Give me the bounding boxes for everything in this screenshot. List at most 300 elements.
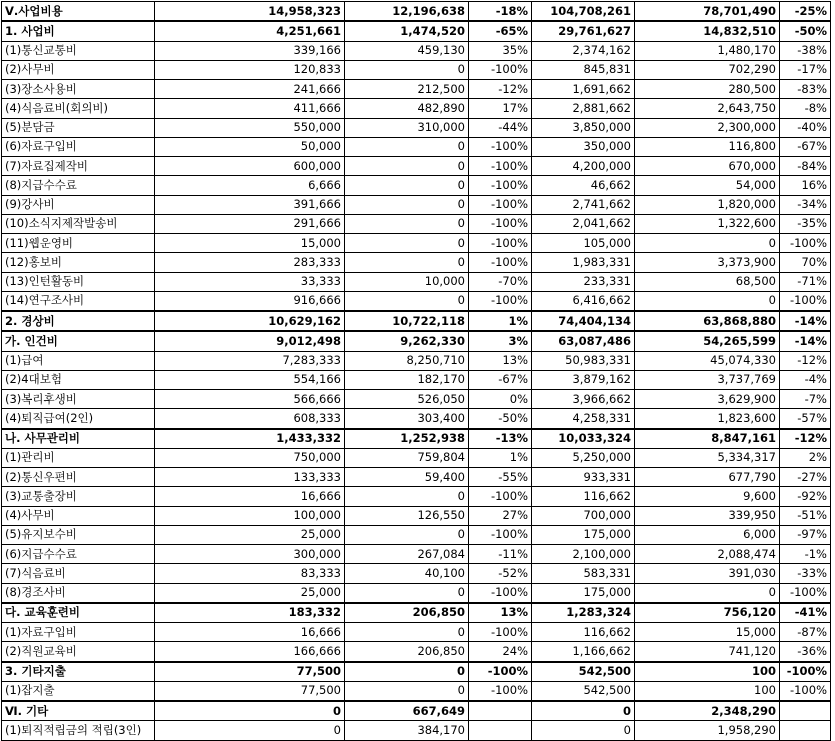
value-cell[interactable]: 2,100,000 [532,545,635,564]
value-cell[interactable]: -18% [469,2,532,22]
value-cell[interactable] [469,721,532,740]
value-cell[interactable]: 70% [780,253,831,272]
value-cell[interactable]: 3,879,162 [532,370,635,389]
value-cell[interactable]: 0 [345,253,469,272]
value-cell[interactable]: 9,012,498 [155,331,345,351]
table-row [2,623,831,642]
value-cell[interactable]: -100% [780,291,831,311]
value-cell[interactable]: 16,666 [155,487,345,506]
row-label-cell[interactable]: (13)인턴활동비 [2,272,155,291]
value-cell[interactable]: 411,666 [155,99,345,118]
row-label-cell[interactable]: (1)퇴직적립금의 적립(3인) [2,721,155,740]
value-cell[interactable]: 280,500 [635,80,780,99]
table-row [2,176,831,195]
value-cell[interactable]: 6,666 [155,176,345,195]
value-cell[interactable]: 0 [155,701,345,721]
table-row [2,390,831,409]
value-cell[interactable]: -100% [780,583,831,603]
table-row [2,583,831,603]
value-cell[interactable]: 4,258,331 [532,409,635,429]
value-cell[interactable]: 670,000 [635,157,780,176]
value-cell[interactable]: 1,474,520 [345,21,469,41]
value-cell[interactable]: -87% [780,623,831,642]
value-cell[interactable]: 916,666 [155,291,345,311]
value-cell[interactable]: -97% [780,525,831,544]
value-cell[interactable]: -50% [780,21,831,41]
value-cell[interactable]: -100% [469,681,532,701]
value-cell[interactable]: 1,252,938 [345,429,469,449]
row-label-cell[interactable]: (2)사무비 [2,60,155,79]
value-cell[interactable]: 310,000 [345,118,469,137]
value-cell[interactable]: 14,958,323 [155,2,345,22]
value-cell[interactable]: 77,500 [155,662,345,682]
value-cell[interactable]: 120,833 [155,60,345,79]
value-cell[interactable]: 667,649 [345,701,469,721]
value-cell[interactable]: 0 [345,525,469,544]
value-cell[interactable]: 542,500 [532,681,635,701]
value-cell[interactable]: -4% [780,370,831,389]
value-cell[interactable]: -14% [780,311,831,331]
value-cell[interactable]: -44% [469,118,532,137]
value-cell[interactable]: 339,166 [155,41,345,60]
row-label-cell[interactable]: (6)지급수수료 [2,545,155,564]
table-row [2,545,831,564]
value-cell[interactable]: 350,000 [532,137,635,156]
row-label-cell[interactable]: (2)4대보험 [2,370,155,389]
table-row [2,80,831,99]
row-label-cell[interactable]: 3. 기타지출 [2,662,155,682]
value-cell[interactable]: 1% [469,311,532,331]
value-cell[interactable]: 0 [532,701,635,721]
value-cell[interactable]: 0 [345,662,469,682]
value-cell[interactable]: 9,600 [635,487,780,506]
value-cell[interactable]: 1,823,600 [635,409,780,429]
value-cell[interactable]: -40% [780,118,831,137]
value-cell[interactable]: 8,847,161 [635,429,780,449]
table-row [2,487,831,506]
value-cell[interactable]: 74,404,134 [532,311,635,331]
row-label-cell[interactable]: (1)통신교통비 [2,41,155,60]
value-cell[interactable]: 33,333 [155,272,345,291]
value-cell[interactable]: 1,433,332 [155,429,345,449]
value-cell[interactable]: 16% [780,176,831,195]
value-cell[interactable]: 78,701,490 [635,2,780,22]
table-row [2,195,831,214]
value-cell[interactable]: -12% [469,80,532,99]
row-label-cell[interactable]: (5)유지보수비 [2,525,155,544]
value-cell[interactable]: 1,166,662 [532,642,635,662]
value-cell[interactable]: 0 [345,214,469,233]
value-cell[interactable]: 63,087,486 [532,331,635,351]
row-label-cell[interactable]: 가. 인건비 [2,331,155,351]
value-cell[interactable]: 300,000 [155,545,345,564]
value-cell[interactable]: -100% [780,681,831,701]
value-cell[interactable]: 10,000 [345,272,469,291]
value-cell[interactable] [780,701,831,721]
row-label-cell[interactable]: (5)분담금 [2,118,155,137]
value-cell[interactable]: 339,950 [635,506,780,525]
value-cell[interactable]: 16,666 [155,623,345,642]
value-cell[interactable]: -65% [469,21,532,41]
value-cell[interactable]: -8% [780,99,831,118]
row-label-cell[interactable]: (4)퇴직급여(2인) [2,409,155,429]
value-cell[interactable]: -38% [780,41,831,60]
value-cell[interactable]: 1,480,170 [635,41,780,60]
value-cell[interactable]: -100% [469,214,532,233]
value-cell[interactable]: -51% [780,506,831,525]
value-cell[interactable]: 2,300,000 [635,118,780,137]
value-cell[interactable]: 391,666 [155,195,345,214]
budget-table [1,1,831,741]
value-cell[interactable]: 0% [469,390,532,409]
value-cell[interactable]: 2,643,750 [635,99,780,118]
row-label-cell[interactable]: Ⅴ.사업비용 [2,2,155,22]
value-cell[interactable]: -100% [780,662,831,682]
value-cell[interactable]: -33% [780,564,831,583]
value-cell[interactable]: 2,348,290 [635,701,780,721]
value-cell[interactable]: -100% [469,623,532,642]
value-cell[interactable]: 1,820,000 [635,195,780,214]
value-cell[interactable]: 1,691,662 [532,80,635,99]
table-row [2,21,831,41]
value-cell[interactable]: 206,850 [345,603,469,623]
value-cell[interactable]: -12% [780,351,831,370]
value-cell[interactable]: 2,088,474 [635,545,780,564]
row-label-cell[interactable]: (3)복리후생비 [2,390,155,409]
table-row [2,137,831,156]
value-cell[interactable]: -36% [780,642,831,662]
value-cell[interactable]: 45,074,330 [635,351,780,370]
value-cell[interactable]: 6,000 [635,525,780,544]
value-cell[interactable]: 12,196,638 [345,2,469,22]
value-cell[interactable]: 100 [635,662,780,682]
value-cell[interactable]: -55% [469,468,532,487]
value-cell[interactable]: 4,251,661 [155,21,345,41]
value-cell[interactable]: 0 [345,176,469,195]
value-cell[interactable]: 550,000 [155,118,345,137]
row-label-cell[interactable]: (12)홍보비 [2,253,155,272]
row-label-cell[interactable]: 1. 사업비 [2,21,155,41]
row-label-cell[interactable]: (1)잡지출 [2,681,155,701]
table-row [2,506,831,525]
table-row [2,60,831,79]
value-cell[interactable]: -100% [469,195,532,214]
value-cell[interactable]: 2,041,662 [532,214,635,233]
value-cell[interactable]: 15,000 [635,623,780,642]
value-cell[interactable]: 0 [345,195,469,214]
value-cell[interactable]: 10,629,162 [155,311,345,331]
value-cell[interactable]: 126,550 [345,506,469,525]
value-cell[interactable]: 116,662 [532,487,635,506]
value-cell[interactable]: 10,722,118 [345,311,469,331]
value-cell[interactable]: -14% [780,331,831,351]
value-cell[interactable]: 15,000 [155,234,345,253]
row-label-cell[interactable]: (10)소식지제작발송비 [2,214,155,233]
row-label-cell[interactable]: (1)급여 [2,351,155,370]
value-cell[interactable]: 0 [345,234,469,253]
table-row [2,331,831,351]
value-cell[interactable]: 542,500 [532,662,635,682]
value-cell[interactable]: 8,250,710 [345,351,469,370]
value-cell[interactable]: 50,983,331 [532,351,635,370]
value-cell[interactable]: 46,662 [532,176,635,195]
value-cell[interactable]: 77,500 [155,681,345,701]
value-cell[interactable]: 3,373,900 [635,253,780,272]
row-label-cell[interactable]: (9)강사비 [2,195,155,214]
value-cell[interactable]: 0 [345,137,469,156]
value-cell[interactable]: 50,000 [155,137,345,156]
value-cell[interactable]: 554,166 [155,370,345,389]
value-cell[interactable]: 233,331 [532,272,635,291]
value-cell[interactable]: 384,170 [345,721,469,740]
value-cell[interactable]: 283,333 [155,253,345,272]
value-cell[interactable]: 1,283,324 [532,603,635,623]
value-cell[interactable]: -25% [780,2,831,22]
value-cell[interactable]: -84% [780,157,831,176]
table-row [2,311,831,331]
value-cell[interactable]: 206,850 [345,642,469,662]
value-cell[interactable]: 29,761,627 [532,21,635,41]
value-cell[interactable]: -1% [780,545,831,564]
value-cell[interactable]: 212,500 [345,80,469,99]
row-label-cell[interactable]: (8)지급수수료 [2,176,155,195]
value-cell[interactable]: 1,983,331 [532,253,635,272]
value-cell[interactable]: 845,831 [532,60,635,79]
value-cell[interactable]: 583,331 [532,564,635,583]
value-cell[interactable]: -34% [780,195,831,214]
value-cell[interactable]: 14,832,510 [635,21,780,41]
value-cell[interactable]: 13% [469,351,532,370]
table-row [2,448,831,467]
value-cell[interactable]: 750,000 [155,448,345,467]
value-cell[interactable]: 59,400 [345,468,469,487]
value-cell[interactable] [780,721,831,740]
value-cell[interactable]: -100% [469,60,532,79]
value-cell[interactable]: 267,084 [345,545,469,564]
value-cell[interactable]: -100% [469,525,532,544]
value-cell[interactable]: 116,662 [532,623,635,642]
value-cell[interactable]: -57% [780,409,831,429]
value-cell[interactable]: 2,881,662 [532,99,635,118]
table-row [2,2,831,22]
value-cell[interactable]: 0 [345,681,469,701]
value-cell[interactable]: -7% [780,390,831,409]
row-label-cell[interactable]: 나. 사무관리비 [2,429,155,449]
value-cell[interactable]: 24% [469,642,532,662]
value-cell[interactable]: 0 [345,623,469,642]
table-row [2,701,831,721]
table-row [2,662,831,682]
value-cell[interactable]: -50% [469,409,532,429]
value-cell[interactable]: 27% [469,506,532,525]
value-cell[interactable]: 0 [345,583,469,603]
value-cell[interactable]: 3,966,662 [532,390,635,409]
table-row [2,253,831,272]
table-row [2,234,831,253]
value-cell[interactable]: 1,958,290 [635,721,780,740]
value-cell[interactable]: -12% [780,429,831,449]
value-cell[interactable]: -100% [780,234,831,253]
value-cell[interactable]: 459,130 [345,41,469,60]
value-cell[interactable]: 105,000 [532,234,635,253]
value-cell[interactable]: 241,666 [155,80,345,99]
value-cell[interactable]: 526,050 [345,390,469,409]
value-cell[interactable]: 566,666 [155,390,345,409]
value-cell[interactable]: 4,200,000 [532,157,635,176]
table-row [2,272,831,291]
value-cell[interactable]: 3,850,000 [532,118,635,137]
value-cell[interactable]: 756,120 [635,603,780,623]
value-cell[interactable]: 182,170 [345,370,469,389]
row-label-cell[interactable]: (7)자료집제작비 [2,157,155,176]
row-label-cell[interactable]: Ⅵ. 기타 [2,701,155,721]
value-cell[interactable]: 183,332 [155,603,345,623]
table-row [2,214,831,233]
value-cell[interactable]: 0 [155,721,345,740]
value-cell[interactable]: 116,800 [635,137,780,156]
table-row [2,681,831,701]
value-cell[interactable]: 702,290 [635,60,780,79]
value-cell[interactable]: -92% [780,487,831,506]
value-cell[interactable]: 1,322,600 [635,214,780,233]
value-cell[interactable]: 104,708,261 [532,2,635,22]
value-cell[interactable]: 600,000 [155,157,345,176]
row-label-cell[interactable]: (3)교통출장비 [2,487,155,506]
value-cell[interactable]: 1% [469,448,532,467]
value-cell[interactable]: -67% [780,137,831,156]
value-cell[interactable]: 35% [469,41,532,60]
row-label-cell[interactable]: (3)장소사용비 [2,80,155,99]
value-cell[interactable]: 2,374,162 [532,41,635,60]
value-cell[interactable]: 100 [635,681,780,701]
value-cell[interactable]: 677,790 [635,468,780,487]
value-cell[interactable]: 5,334,317 [635,448,780,467]
value-cell[interactable]: -100% [469,583,532,603]
value-cell[interactable]: 700,000 [532,506,635,525]
row-label-cell[interactable]: (11)웹운영비 [2,234,155,253]
table-row [2,41,831,60]
value-cell[interactable]: 6,416,662 [532,291,635,311]
value-cell[interactable]: 17% [469,99,532,118]
value-cell[interactable]: 482,890 [345,99,469,118]
value-cell[interactable]: -100% [469,157,532,176]
row-label-cell[interactable]: 다. 교육훈련비 [2,603,155,623]
table-row [2,157,831,176]
value-cell[interactable]: 0 [345,60,469,79]
value-cell[interactable]: 608,333 [155,409,345,429]
row-label-cell[interactable]: 2. 경상비 [2,311,155,331]
value-cell[interactable]: -41% [780,603,831,623]
table-row [2,118,831,137]
value-cell[interactable]: -35% [780,214,831,233]
table-row [2,291,831,311]
table-row [2,603,831,623]
value-cell[interactable]: -100% [469,487,532,506]
table-row [2,429,831,449]
value-cell[interactable]: 933,331 [532,468,635,487]
value-cell[interactable]: -100% [469,234,532,253]
row-label-cell[interactable]: (4)사무비 [2,506,155,525]
value-cell[interactable]: -11% [469,545,532,564]
row-label-cell[interactable]: (4)식음료비(회의비) [2,99,155,118]
value-cell[interactable]: 0 [532,721,635,740]
value-cell[interactable]: -100% [469,291,532,311]
value-cell[interactable]: -27% [780,468,831,487]
value-cell[interactable]: 0 [635,234,780,253]
value-cell[interactable]: 759,804 [345,448,469,467]
value-cell[interactable]: 13% [469,603,532,623]
value-cell[interactable]: 291,666 [155,214,345,233]
value-cell[interactable]: 2% [780,448,831,467]
value-cell[interactable]: -67% [469,370,532,389]
value-cell[interactable]: 175,000 [532,583,635,603]
row-label-cell[interactable]: (14)연구조사비 [2,291,155,311]
value-cell[interactable]: -83% [780,80,831,99]
value-cell[interactable]: -17% [780,60,831,79]
value-cell[interactable]: -100% [469,253,532,272]
value-cell[interactable]: -13% [469,429,532,449]
value-cell[interactable]: 63,868,880 [635,311,780,331]
value-cell[interactable]: -100% [469,662,532,682]
table-row [2,564,831,583]
value-cell[interactable]: 2,741,662 [532,195,635,214]
value-cell[interactable]: 54,265,599 [635,331,780,351]
value-cell[interactable]: 3% [469,331,532,351]
row-label-cell[interactable]: (6)자료구입비 [2,137,155,156]
value-cell[interactable]: 741,120 [635,642,780,662]
value-cell[interactable]: -52% [469,564,532,583]
value-cell[interactable]: 5,250,000 [532,448,635,467]
table-row [2,525,831,544]
value-cell[interactable]: 25,000 [155,525,345,544]
value-cell[interactable]: 3,737,769 [635,370,780,389]
value-cell[interactable]: 166,666 [155,642,345,662]
value-cell[interactable]: 10,033,324 [532,429,635,449]
value-cell[interactable]: 7,283,333 [155,351,345,370]
row-label-cell[interactable]: (2)통신우편비 [2,468,155,487]
value-cell[interactable]: 175,000 [532,525,635,544]
value-cell[interactable]: 391,030 [635,564,780,583]
row-label-cell[interactable]: (8)경조사비 [2,583,155,603]
value-cell[interactable]: 0 [345,157,469,176]
value-cell[interactable]: 0 [345,291,469,311]
value-cell[interactable]: -100% [469,176,532,195]
value-cell[interactable]: 0 [635,291,780,311]
value-cell[interactable]: 25,000 [155,583,345,603]
table-row [2,721,831,740]
value-cell[interactable]: 40,100 [345,564,469,583]
value-cell[interactable]: -70% [469,272,532,291]
value-cell[interactable]: 54,000 [635,176,780,195]
value-cell[interactable]: 0 [635,583,780,603]
value-cell[interactable] [469,701,532,721]
value-cell[interactable]: 3,629,900 [635,390,780,409]
value-cell[interactable]: 83,333 [155,564,345,583]
value-cell[interactable]: 68,500 [635,272,780,291]
row-label-cell[interactable]: (2)직원교육비 [2,642,155,662]
row-label-cell[interactable]: (1)자료구입비 [2,623,155,642]
table-row [2,99,831,118]
value-cell[interactable]: -100% [469,137,532,156]
row-label-cell[interactable]: (7)식음료비 [2,564,155,583]
value-cell[interactable]: 133,333 [155,468,345,487]
value-cell[interactable]: 100,000 [155,506,345,525]
value-cell[interactable]: 9,262,330 [345,331,469,351]
value-cell[interactable]: 0 [345,487,469,506]
row-label-cell[interactable]: (1)관리비 [2,448,155,467]
value-cell[interactable]: -71% [780,272,831,291]
value-cell[interactable]: 303,400 [345,409,469,429]
